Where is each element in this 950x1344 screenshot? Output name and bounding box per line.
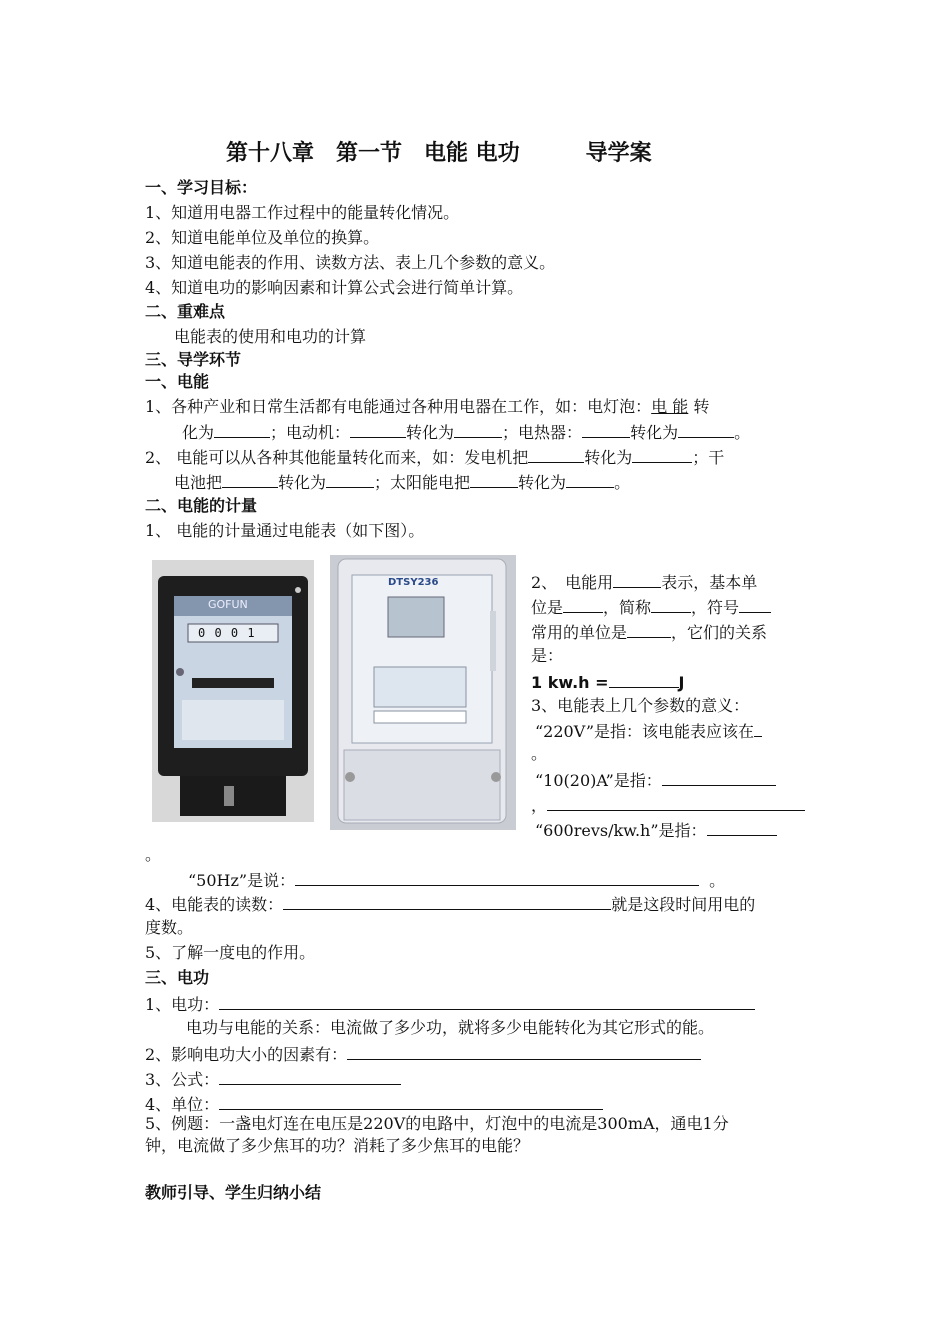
work-example-line1: 5、例题：一盏电灯连在电压是220V的电路中，灯泡中的电流是300mA，通电1分 [145,1114,729,1133]
meter-q2-line1: 2、 电能用 表示，基本单 [531,573,758,592]
blank[interactable] [283,893,611,910]
blank[interactable] [454,421,502,438]
blank[interactable] [582,421,630,438]
work-question-3: 3、公式： [145,1068,401,1090]
meter-q2-line3: 常用的单位是 ，它们的关系 [531,623,768,642]
blank[interactable] [678,421,734,438]
energy-question-1: 1、各种产业和日常生活都有电能通过各种用电器在工作，如：电灯泡：电 能 转 [145,397,710,416]
energy-question-2: 2、 电能可以从各种其他能量转化而来，如：发电机把 转化为 ；干 [145,448,725,467]
blank[interactable] [754,720,762,737]
electronic-meter-photo [330,555,516,830]
section-key-points-heading: 二、重难点 [145,302,226,321]
meter-q3: 3、电能表上几个参数的意义： [531,696,750,715]
param-50hz: “50Hz”是说： 。 [188,871,726,890]
param-600revs-end: 。 [145,845,162,864]
param-10a-cont: ， [531,794,805,816]
section-guide-heading: 三、导学环节 [145,350,242,369]
blank[interactable] [222,471,278,488]
blank[interactable] [326,471,374,488]
blank[interactable] [219,1093,603,1110]
meter-q2-line2: 位是 ，简称 ，符号 [531,596,771,618]
work-energy-relation: 电功与电能的关系：电流做了多少功，就将多少电能转化为其它形式的能。 [186,1018,715,1037]
work-question-1: 1、电功： [145,993,755,1015]
answer-filled: 电 能 [651,397,689,416]
work-question-2: 2、影响电功大小的因素有： [145,1043,701,1065]
blank[interactable] [547,794,805,811]
blank[interactable] [214,421,270,438]
goal-3: 3、知道电能表的作用、读数方法、表上几个参数的意义。 [145,253,556,272]
part-energy-heading: 一、电能 [145,372,210,391]
blank[interactable] [613,571,661,588]
param-220v-end: 。 [531,744,548,763]
blank[interactable] [651,596,691,613]
param-600revs: “600revs/kw.h”是指： [535,819,777,841]
energy-question-1-cont: 化为 ；电动机： 转化为 ；电热器： 转化为 。 [182,423,751,442]
blank[interactable] [563,596,603,613]
blank[interactable] [295,869,699,886]
summary-heading: 教师引导、学生归纳小结 [145,1183,322,1202]
section-goals-heading: 一、学习目标： [145,178,258,197]
metering-question-5: 5、了解一度电的作用。 [145,943,316,962]
blank[interactable] [528,446,584,463]
metering-question-1: 1、 电能的计量通过电能表（如下图）。 [145,521,425,540]
meter-model: DTSY236 [388,577,439,588]
blank[interactable] [707,819,777,836]
meter-counter: 0 0 0 1 [198,626,256,640]
blank[interactable] [739,596,771,613]
blank[interactable] [350,421,406,438]
work-example-line2: 钟，电流做了多少焦耳的功？消耗了多少焦耳的电能？ [145,1136,530,1155]
blank[interactable] [347,1043,701,1060]
blank[interactable] [609,671,679,688]
metering-question-4: 4、电能表的读数： 就是这段时间用电的 [145,895,756,914]
meter-brand: GOFUN [208,598,248,611]
blank[interactable] [219,993,755,1010]
mechanical-meter-photo [152,560,314,822]
part-metering-heading: 二、电能的计量 [145,496,258,515]
blank[interactable] [219,1068,401,1085]
goal-1: 1、知道用电器工作过程中的能量转化情况。 [145,203,460,222]
kwh-conversion: 1 kw.h = J [531,673,685,692]
key-point-text: 电能表的使用和电功的计算 [174,327,367,346]
metering-question-4-cont: 度数。 [145,918,194,937]
blank[interactable] [566,471,614,488]
blank[interactable] [632,446,692,463]
energy-question-2-cont: 电池把 转化为 ；太阳能电把 转化为 。 [174,473,631,492]
work-question-4: 4、单位： [145,1093,603,1115]
blank[interactable] [662,769,776,786]
param-220v: “220V”是指：该电能表应该在 [535,720,762,742]
meter-q2-line4: 是： [531,646,564,665]
blank[interactable] [470,471,518,488]
blank[interactable] [627,621,671,638]
page-title: 第十八章 第一节 电能 电功 导学案 [226,141,652,166]
param-10a: “10(20)A”是指： [535,769,776,791]
goal-2: 2、知道电能单位及单位的换算。 [145,228,380,247]
part-work-heading: 三、电功 [145,968,210,987]
goal-4: 4、知道电功的影响因素和计算公式会进行简单计算。 [145,278,524,297]
